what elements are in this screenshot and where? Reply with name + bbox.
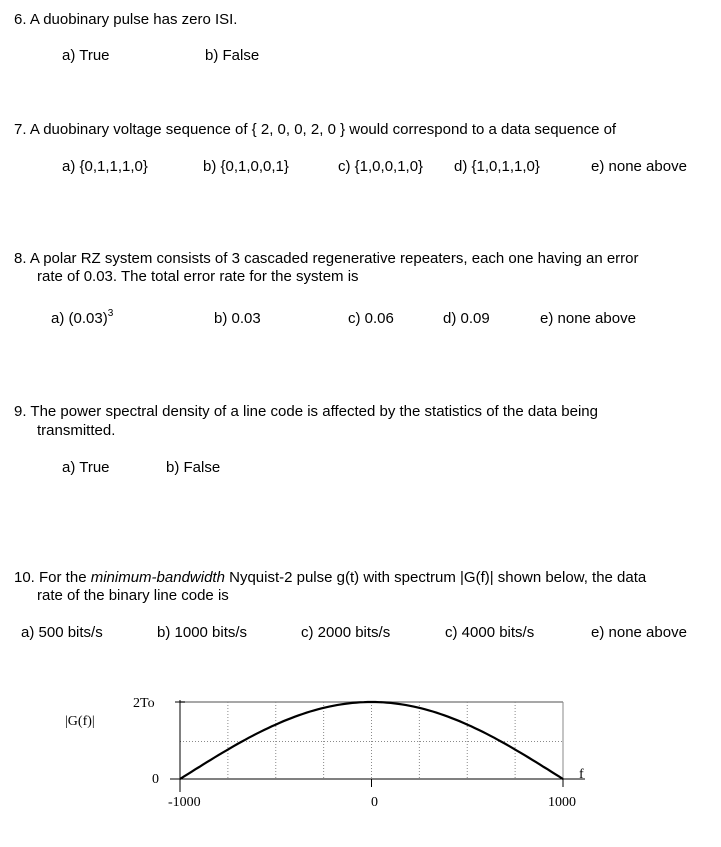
question-8-stem-line2: rate of 0.03. The total error rate for the system is	[37, 268, 359, 285]
question-9-option-a[interactable]: a) True	[62, 459, 110, 476]
question-8-option-a-base: a) (0.03)	[51, 310, 108, 327]
question-10-stem-prefix: 10. For the	[14, 569, 91, 586]
question-10-option-c-alt[interactable]: c) 4000 bits/s	[445, 624, 535, 641]
question-7-stem: 7. A duobinary voltage sequence of { 2, 0, 0, 2, 0 } would correspond to a data sequence of	[14, 121, 617, 138]
graph-y-axis-label: |G(f)|	[65, 714, 95, 729]
question-7-option-b[interactable]: b) {0,1,0,0,1}	[203, 158, 289, 175]
question-10-option-e[interactable]: e) none above	[591, 624, 687, 641]
question-10-stem-suffix: Nyquist-2 pulse g(t) with spectrum |G(f)| shown below, the data	[224, 569, 647, 586]
question-10-option-a[interactable]: a) 500 bits/s	[21, 624, 103, 641]
question-6-option-a[interactable]: a) True	[62, 47, 110, 64]
question-7-option-c[interactable]: c) {1,0,0,1,0}	[338, 158, 424, 175]
graph-x-tick-0: 0	[371, 795, 378, 810]
question-8-option-a-exponent: 3	[107, 308, 114, 319]
question-9-stem-line1: 9. The power spectral density of a line code is affected by the statistics of the data being	[14, 403, 598, 420]
spectrum-curve	[180, 702, 563, 779]
question-10-option-c[interactable]: c) 2000 bits/s	[301, 624, 391, 641]
graph-x-axis-label: f	[579, 767, 584, 782]
question-6-option-b[interactable]: b) False	[205, 47, 260, 64]
question-9-option-b[interactable]: b) False	[166, 459, 221, 476]
question-7-option-e[interactable]: e) none above	[591, 158, 687, 175]
question-8-option-b[interactable]: b) 0.03	[214, 310, 261, 327]
graph-y-tick-2to: 2To	[133, 696, 155, 711]
question-10-option-b[interactable]: b) 1000 bits/s	[157, 624, 248, 641]
question-7-option-a[interactable]: a) {0,1,1,1,0}	[62, 158, 148, 175]
question-8-option-e[interactable]: e) none above	[540, 310, 636, 327]
graph-x-tick-1000: 1000	[548, 795, 576, 810]
graph-x-tick-neg1000: -1000	[168, 795, 201, 810]
question-10-stem-line2: rate of the binary line code is	[37, 587, 229, 604]
question-7-option-d[interactable]: d) {1,0,1,1,0}	[454, 158, 540, 175]
graph-y-tick-0: 0	[152, 772, 159, 787]
question-8-stem-line1: 8. A polar RZ system consists of 3 cascaded regenerative repeaters, each one having an error	[14, 250, 639, 267]
question-8-option-c[interactable]: c) 0.06	[348, 310, 394, 327]
question-9-stem-line2: transmitted.	[37, 422, 116, 439]
question-10-stem-emphasis: minimum-bandwidth	[90, 569, 225, 586]
question-6-stem: 6. A duobinary pulse has zero ISI.	[14, 11, 238, 28]
question-8-option-d[interactable]: d) 0.09	[443, 310, 490, 327]
